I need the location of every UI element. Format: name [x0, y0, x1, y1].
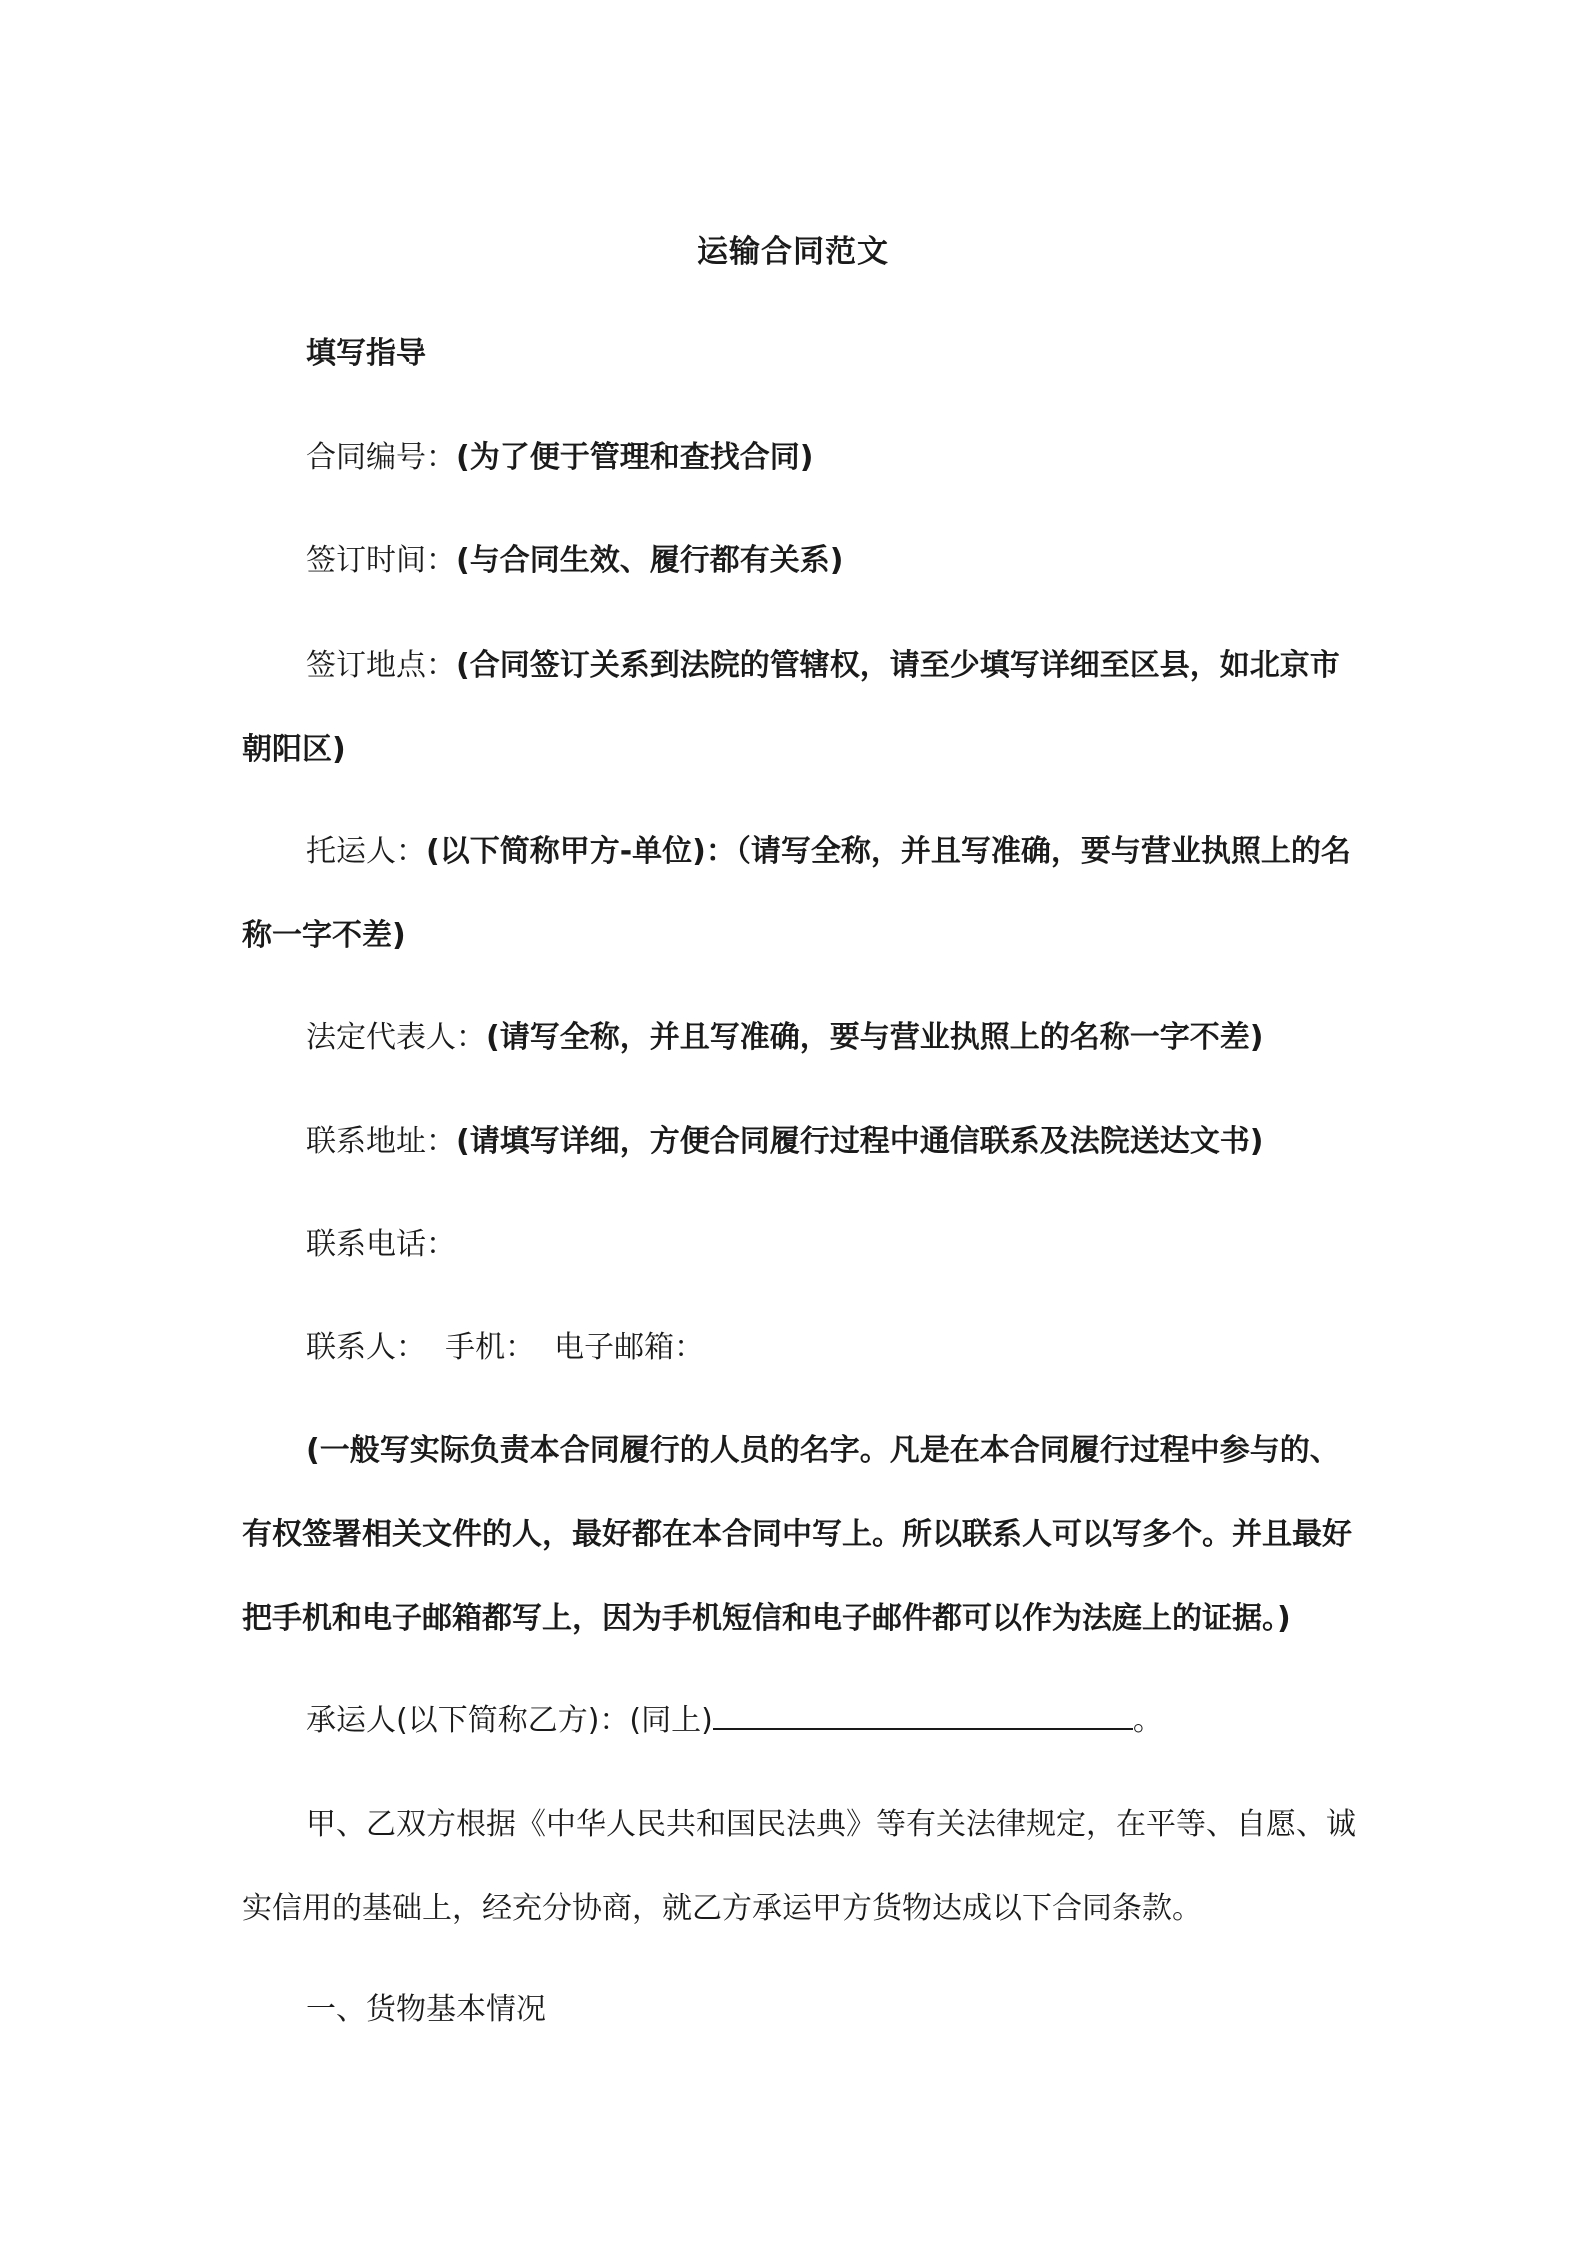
- shipper-line: [242, 810, 1357, 978]
- address-hint: (请填写详细，方便合同履行过程中通信联系及法院送达文书): [456, 1124, 1264, 1159]
- carrier-line: [242, 1679, 1357, 1763]
- sign-time-hint: (与合同生效、履行都有关系): [456, 543, 844, 578]
- address-line: [242, 1100, 1357, 1184]
- contract-number-line: [242, 416, 1357, 500]
- carrier-end: 。: [1132, 1703, 1163, 1738]
- sign-time-line: [242, 519, 1357, 603]
- sign-time-label: 签订时间：: [306, 543, 456, 578]
- contract-number-hint: (为了便于管理和查找合同): [456, 440, 814, 475]
- sign-place-line: [242, 624, 1357, 792]
- document-title: 运输合同范文: [697, 234, 889, 270]
- contact-line: 联系人： 手机： 电子邮箱：: [306, 1330, 705, 1365]
- phone-line: 联系电话：: [306, 1227, 456, 1262]
- address-label: 联系地址：: [306, 1124, 456, 1159]
- legal-rep-label: 法定代表人：: [306, 1020, 486, 1055]
- intro-paragraph: 甲、乙双方根据《中华人民共和国民法典》等有关法律规定，在平等、自愿、诚实信用的基础上，经充分协商，就乙方承运甲方货物达成以下合同条款。: [242, 1807, 1356, 1926]
- sign-place-hint: (合同签订关系到法院的管辖权，请至少填写详细至区县，如北京市朝阳区): [242, 648, 1340, 767]
- legal-rep-line: [242, 996, 1357, 1080]
- carrier-label: 承运人(以下简称乙方)：(同上): [306, 1703, 713, 1738]
- guide-heading: 填写指导: [306, 336, 426, 371]
- sign-place-label: 签订地点：: [306, 648, 456, 683]
- contract-number-label: 合同编号：: [306, 440, 456, 475]
- contact-note: (一般写实际负责本合同履行的人员的名字。凡是在本合同履行过程中参与的、有权签署相关文件的人，最好都在本合同中写上。所以联系人可以写多个。并且最好把手机和电子邮箱都写上，因为手机短信和电子邮件都可以作为法庭上的证据。): [242, 1433, 1352, 1636]
- shipper-label: 托运人：: [306, 834, 426, 869]
- section-1-heading: 一、货物基本情况: [306, 1992, 546, 2027]
- legal-rep-hint: (请写全称，并且写准确，要与营业执照上的名称一字不差): [486, 1020, 1264, 1055]
- shipper-hint: (以下简称甲方-单位)：（请写全称，并且写准确，要与营业执照上的名称一字不差): [242, 834, 1351, 953]
- carrier-blank: [713, 1698, 1133, 1730]
